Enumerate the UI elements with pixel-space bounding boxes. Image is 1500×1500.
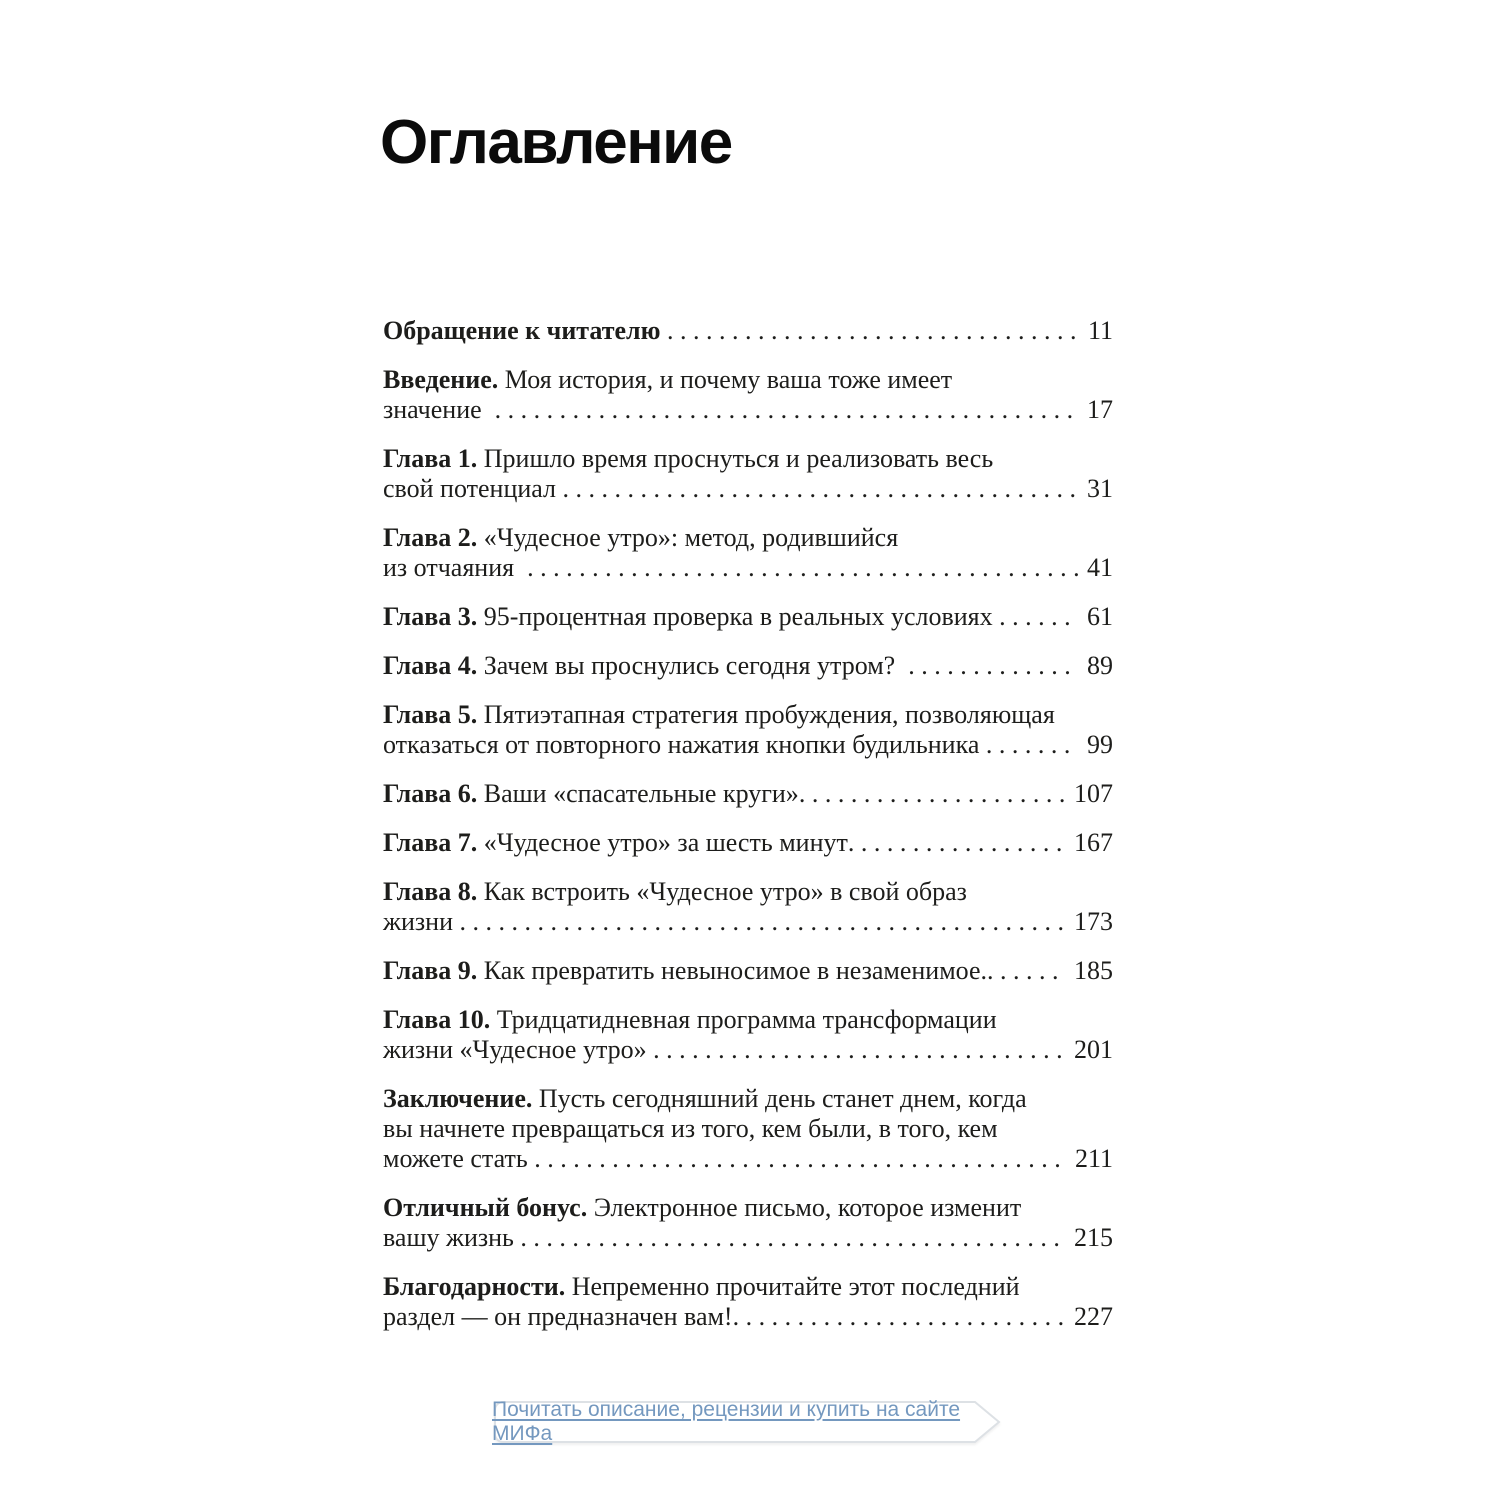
toc-entry <box>383 700 1113 760</box>
toc-entry-label: Отличный бонус. <box>383 1193 588 1222</box>
toc-entry <box>383 779 1113 809</box>
toc-entry-text: Электронное письмо, которое изменит <box>587 1193 1022 1222</box>
toc-entry-label: Заключение. <box>383 1084 533 1113</box>
toc-entry-text: Моя история, и почему ваша тоже имеет <box>498 365 953 394</box>
toc-entry <box>383 444 1113 504</box>
toc-entry-line <box>383 730 1113 760</box>
toc-entry-text: жизни <box>383 907 460 936</box>
toc-entry <box>383 365 1113 425</box>
toc-entry <box>383 1084 1113 1174</box>
toc-entry-text: Пришло время проснуться и реализовать весь <box>477 444 994 473</box>
toc-entry-text: Тридцатидневная программа трансформации <box>490 1005 997 1034</box>
dot-leader <box>534 1144 1066 1174</box>
toc-entry-label: Глава 4. <box>383 651 478 680</box>
toc-entry-line <box>383 877 1113 907</box>
toc-entry-line <box>383 474 1113 504</box>
toc-entry <box>383 1272 1113 1332</box>
toc-entry-line <box>383 602 1113 632</box>
toc-page-number: 17 <box>1087 395 1113 424</box>
toc-entry-label: Глава 2. <box>383 523 478 552</box>
toc-entry-line <box>383 700 1113 730</box>
toc-entry-line <box>383 365 1113 395</box>
toc-page-number: 99 <box>1087 730 1113 759</box>
toc-page-number: 41 <box>1087 553 1113 582</box>
toc-entry-line <box>383 1193 1113 1223</box>
toc-entry-text: отказаться от повторного нажатия кнопки будильника <box>383 730 986 759</box>
toc-entry-label: Глава 5. <box>383 700 478 729</box>
toc-entry-text: «Чудесное утро» за шесть минут <box>477 828 848 857</box>
footer-link-button[interactable] <box>492 1399 1004 1445</box>
toc-entry-line <box>383 1035 1113 1065</box>
dot-leader <box>799 779 1065 809</box>
toc-entry-line <box>383 444 1113 474</box>
toc-entry <box>383 523 1113 583</box>
dot-leader <box>987 956 1065 986</box>
toc-entry <box>383 1005 1113 1065</box>
toc-entry <box>383 828 1113 858</box>
toc-entry <box>383 602 1113 632</box>
toc-entry-label: Глава 7. <box>383 828 478 857</box>
toc-entry-text: 95-процентная проверка в реальных условиях <box>477 602 1000 631</box>
dot-leader <box>495 395 1078 425</box>
toc-entry-label: Глава 6. <box>383 779 478 808</box>
toc-entry-label: Обращение к читателю <box>383 316 661 345</box>
toc-entry-label: Глава 8. <box>383 877 478 906</box>
toc-entry-text: вашу жизнь <box>383 1223 521 1252</box>
toc-entry-line <box>383 395 1113 425</box>
toc-entry-label: Глава 3. <box>383 602 478 631</box>
toc-page-number: 31 <box>1087 474 1113 503</box>
toc-entry-line <box>383 1302 1113 1332</box>
toc-list <box>383 316 1113 1351</box>
dot-leader <box>459 907 1065 937</box>
toc-page-number: 89 <box>1087 651 1113 680</box>
toc-entry-line <box>383 1084 1113 1114</box>
toc-entry-line <box>383 1114 1113 1144</box>
toc-page-number: 185 <box>1074 956 1113 985</box>
toc-entry-text: Непременно прочитайте этот последний <box>565 1272 1020 1301</box>
toc-entry-label: Глава 9. <box>383 956 478 985</box>
toc-entry-text: жизни «Чудесное утро» <box>383 1035 654 1064</box>
toc-entry-line <box>383 523 1113 553</box>
toc-entry-line <box>383 1144 1113 1174</box>
toc-entry-text: Ваши «спасательные круги» <box>477 779 799 808</box>
toc-entry-line <box>383 1005 1113 1035</box>
dot-leader <box>908 651 1078 681</box>
page-title: Оглавление <box>380 108 732 177</box>
dot-leader <box>563 474 1078 504</box>
toc-entry-text: Пятиэтапная стратегия пробуждения, позволяющая <box>477 700 1055 729</box>
toc-entry-text: значение <box>383 395 495 424</box>
toc-entry <box>383 316 1113 346</box>
toc-entry-line <box>383 907 1113 937</box>
toc-page-number: 201 <box>1074 1035 1113 1064</box>
buy-on-mif-link[interactable]: Почитать описание, рецензии и купить на сайте МИФа <box>492 1398 961 1445</box>
toc-entry-text: свой потенциал <box>383 474 563 503</box>
toc-entry-text: Как встроить «Чудесное утро» в свой образ <box>477 877 967 906</box>
dot-leader <box>520 1223 1065 1253</box>
toc-entry <box>383 1193 1113 1253</box>
toc-page-number: 173 <box>1074 907 1113 936</box>
toc-page-number: 215 <box>1074 1223 1113 1252</box>
toc-page-number: 11 <box>1087 316 1113 345</box>
toc-entry-line <box>383 553 1113 583</box>
dot-leader <box>653 1035 1065 1065</box>
toc-entry-line <box>383 316 1113 346</box>
toc-entry-label: Введение. <box>383 365 499 394</box>
toc-page-number: 211 <box>1074 1144 1113 1173</box>
toc-entry-line <box>383 828 1113 858</box>
toc-entry-text: «Чудесное утро»: метод, родившийся <box>477 523 899 552</box>
dot-leader <box>733 1302 1065 1332</box>
toc-entry <box>383 877 1113 937</box>
toc-entry-text: раздел — он предназначен вам! <box>383 1302 733 1331</box>
toc-entry-text: из отчаяния <box>383 553 528 582</box>
toc-entry-label: Глава 1. <box>383 444 478 473</box>
toc-entry-line <box>383 779 1113 809</box>
toc-page-number: 61 <box>1087 602 1113 631</box>
toc-entry <box>383 956 1113 986</box>
toc-entry-text: Зачем вы проснулись сегодня утром? <box>477 651 909 680</box>
toc-entry-text: можете стать <box>383 1144 535 1173</box>
toc-entry-label: Благодарности. <box>383 1272 566 1301</box>
toc-page-number: 167 <box>1074 828 1113 857</box>
toc-page-number: 227 <box>1074 1302 1113 1331</box>
toc-entry-line <box>383 1223 1113 1253</box>
toc-entry <box>383 651 1113 681</box>
dot-leader <box>848 828 1065 858</box>
toc-entry-text: Как превратить невыносимое в незаменимое. <box>477 956 988 985</box>
toc-page-number: 107 <box>1074 779 1113 808</box>
toc-entry-line <box>383 1272 1113 1302</box>
dot-leader <box>667 316 1079 346</box>
dot-leader <box>527 553 1078 583</box>
dot-leader <box>999 602 1078 632</box>
dot-leader <box>986 730 1078 760</box>
toc-entry-line <box>383 956 1113 986</box>
toc-entry-text: вы начнете превращаться из того, кем были, в того, кем <box>383 1114 998 1143</box>
toc-entry-text: Пусть сегодняшний день станет днем, когда <box>532 1084 1027 1113</box>
toc-entry-line <box>383 651 1113 681</box>
toc-entry-label: Глава 10. <box>383 1005 491 1034</box>
